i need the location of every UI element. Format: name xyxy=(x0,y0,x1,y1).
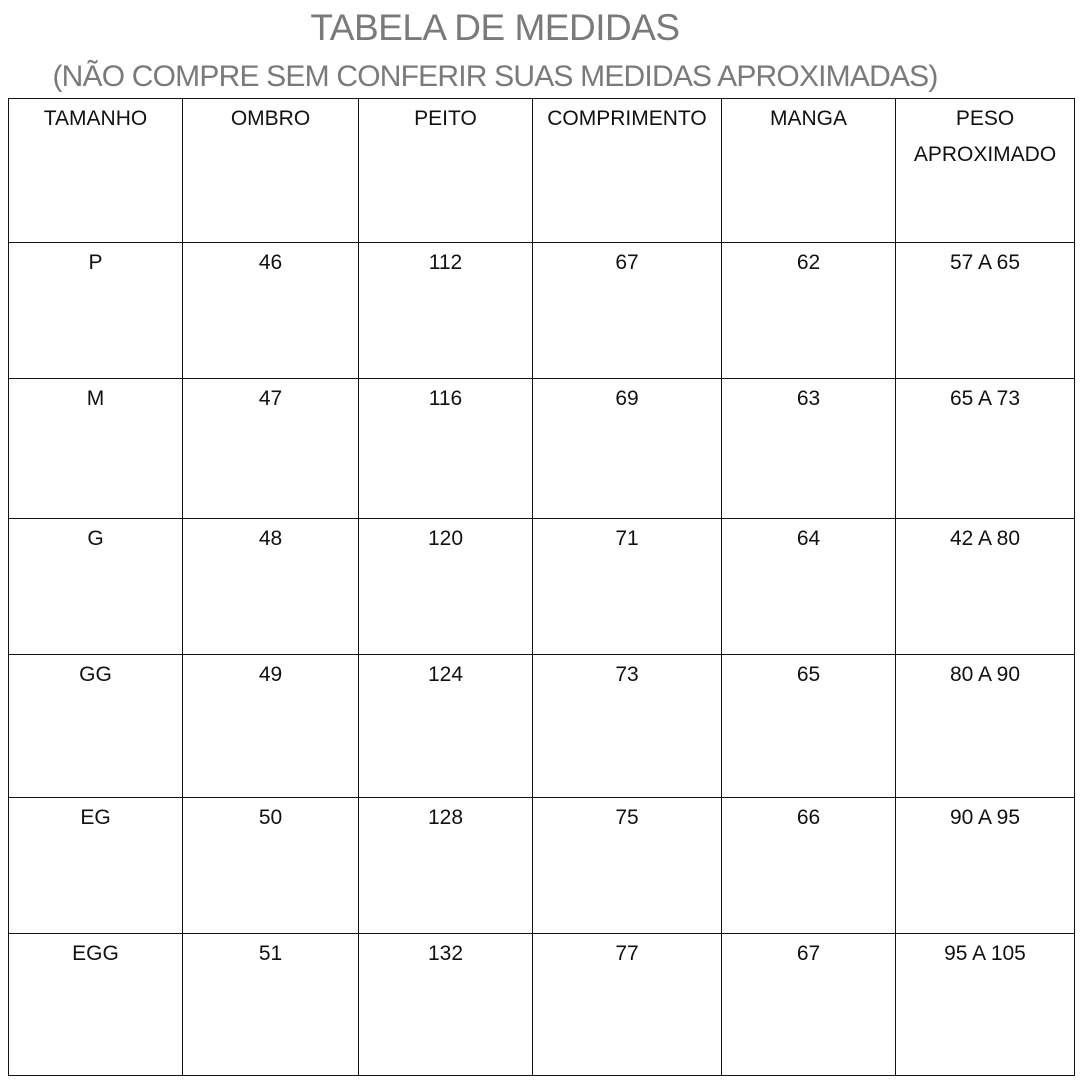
cell-comprimento: 75 xyxy=(533,798,722,934)
header-comprimento: COMPRIMENTO xyxy=(533,99,722,243)
page-subtitle: (NÃO COMPRE SEM CONFERIR SUAS MEDIDAS APROXIMADAS) xyxy=(52,60,938,93)
cell-ombro: 49 xyxy=(183,655,359,798)
cell-ombro: 47 xyxy=(183,379,359,519)
cell-peito: 120 xyxy=(359,519,533,655)
cell-comprimento: 69 xyxy=(533,379,722,519)
cell-peso: 95 A 105 xyxy=(896,934,1075,1076)
table-row xyxy=(9,519,1075,655)
page-title: TABELA DE MEDIDAS xyxy=(310,7,680,48)
cell-peso: 90 A 95 xyxy=(896,798,1075,934)
cell-peito: 112 xyxy=(359,243,533,379)
cell-peso: 42 A 80 xyxy=(896,519,1075,655)
cell-manga: 63 xyxy=(722,379,896,519)
cell-ombro: 48 xyxy=(183,519,359,655)
table-row xyxy=(9,379,1075,519)
cell-tamanho: EG xyxy=(9,798,183,934)
cell-peito: 128 xyxy=(359,798,533,934)
cell-comprimento: 71 xyxy=(533,519,722,655)
header-ombro: OMBRO xyxy=(183,99,359,243)
table-row xyxy=(9,934,1075,1076)
cell-manga: 62 xyxy=(722,243,896,379)
header-manga: MANGA xyxy=(722,99,896,243)
cell-peito: 116 xyxy=(359,379,533,519)
header-peito: PEITO xyxy=(359,99,533,243)
table-row xyxy=(9,243,1075,379)
cell-ombro: 51 xyxy=(183,934,359,1076)
cell-comprimento: 77 xyxy=(533,934,722,1076)
cell-manga: 67 xyxy=(722,934,896,1076)
table-row xyxy=(9,655,1075,798)
table-header-row xyxy=(9,99,1075,243)
cell-peso: 80 A 90 xyxy=(896,655,1075,798)
cell-comprimento: 67 xyxy=(533,243,722,379)
cell-manga: 66 xyxy=(722,798,896,934)
header-tamanho: TAMANHO xyxy=(9,99,183,243)
cell-tamanho: M xyxy=(9,379,183,519)
cell-peso: 57 A 65 xyxy=(896,243,1075,379)
cell-tamanho: GG xyxy=(9,655,183,798)
cell-peso: 65 A 73 xyxy=(896,379,1075,519)
cell-peito: 124 xyxy=(359,655,533,798)
cell-manga: 64 xyxy=(722,519,896,655)
cell-comprimento: 73 xyxy=(533,655,722,798)
cell-tamanho: G xyxy=(9,519,183,655)
header-peso-line-1: PESO xyxy=(955,107,1015,130)
cell-ombro: 50 xyxy=(183,798,359,934)
cell-peito: 132 xyxy=(359,934,533,1076)
cell-tamanho: EGG xyxy=(9,934,183,1076)
table-row xyxy=(9,798,1075,934)
size-table xyxy=(8,98,1075,1076)
cell-manga: 65 xyxy=(722,655,896,798)
cell-tamanho: P xyxy=(9,243,183,379)
header-peso-line-2: APROXIMADO xyxy=(913,143,1057,166)
header-peso xyxy=(896,99,1075,243)
cell-ombro: 46 xyxy=(183,243,359,379)
